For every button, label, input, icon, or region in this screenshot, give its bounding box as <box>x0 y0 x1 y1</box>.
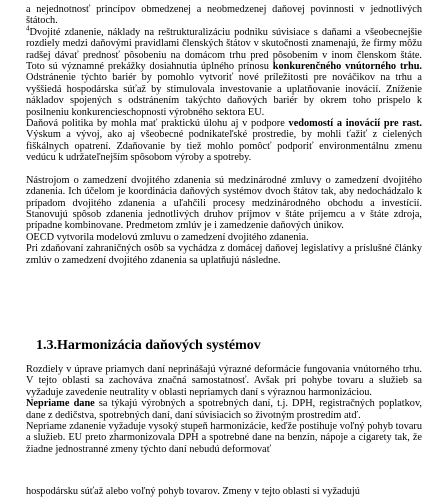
paragraph-tax-policy: Daňová politika by mohla mať praktickú úlohu aj v podpore vedomostí a inovácií pre rast. Výskum a vývoj, ako aj všeobecné podnikateľské prostredie, by mohli ťažiť z cielených fiškálnych opatrení. Zdaňovanie by tiež mohlo pomôcť podporiť environmentálnu zmenu vedúcu k udržateľnejším spôsobom výroby a spotreby. <box>26 118 422 164</box>
paragraph-treaties: Nástrojom o zamedzení dvojitého zdanenia sú medzinárodné zmluvy o zamedzení dvojitého zdanenia. Ich účelom je koordinácia daňových systémov dvoch štátov tak, aby nedochádzalo k prípadom dvojitého zdanenia a uľahčili procesy medzinárodného obchodu a investícií. Stanovujú spôsob zdanenia jednotlivých druhov príjmov v štáte príjemcu a v štáte zdroja, prípadne kombinovane. Predmetom zmlúv je i zamedzenie daňových únikov. <box>26 174 422 232</box>
clipped-line: hospodársku súťaž alebo voľný pohyb tovarov. Zmeny v tejto oblasti si vyžadujú <box>26 486 360 497</box>
footnote-marker: 4 <box>26 24 30 33</box>
body-text-upper <box>26 4 422 266</box>
paragraph-barriers: $^4$Dvojité zdanenie, náklady na reštrukturalizáciu podniku súvisiace s daňami a všeobecnejšie rozdiely medzi daňovými pravidlami členských štátov v skutočnosti znamenajú, že firmy môžu radšej dávať prednosť pôsobeniu na domácom trhu pred pôsobením v inom členskom štáte. Toto sú významné prekážky dosiahnutia úplného prínosu konkurenčného vnútorného trhu. Odstránenie týchto bariér by pomohlo vytvoriť nové príležitosti pre nováčikov na trhu a vyššiedá hospodárska súťaž by stimulovala investovanie a uplatňovanie inovácií. Zníženie nákladov spojených s odstránením takýchto daňových bariér by okrem toho prispelo k posilneniu konkurencieschopnosti výrobného sektora EU. <box>26 24 422 118</box>
paragraph-foreign-persons: Pri zdaňovaní zahraničných osôb sa vychádza z domácej daňovej legislatívy a príslušné články zmlúv o zamedzení dvojitého zdanenia sa uplatňujú následne. <box>26 243 422 266</box>
paragraph-harmonization: Nepriame zdanenie vyžaduje vysoký stupeň harmonizácie, keďže postihuje voľný pohyb tovaru a služieb. EU preto zharmonizovala DPH a spotrebné dane na benzín, nápoje a cigarety tak, že žiadne jednostranné zmeny týchto daní nebudú deformovať <box>26 421 422 455</box>
spacer <box>26 164 422 175</box>
paragraph-direct-taxes: Rozdiely v úprave priamych daní neprinášajú výrazné deformácie fungovania vnútorného trhu. V tejto oblasti sa zachováva značná samostatnosť. Avšak pri pohybe tovaru a služieb sa vyžaduje zavedenie neutrality v oblasti nepriamych daní s výraznou harmonizáciou. <box>26 364 422 398</box>
section-heading: 1.3.Harmonizácia daňových systémov <box>36 338 261 353</box>
paragraph-oecd: OECD vytvorila modelovú zmluvu o zamedzení dvojitého zdanenia. <box>26 231 309 243</box>
paragraph-continued: a nejednotnosť princípov obmedzenej a neobmedzenej daňovej povinnosti v jednotlivých štátoch. <box>26 4 422 27</box>
paragraph-indirect-taxes: Nepriame dane sa týkajú výrobných a spotrebných daní, t.j. DPH, registračných poplatkov, dane z dedičstva, spotrebných daní, daní súvisiacich so životným prostredím atď. <box>26 398 422 421</box>
body-text-lower <box>26 364 422 455</box>
